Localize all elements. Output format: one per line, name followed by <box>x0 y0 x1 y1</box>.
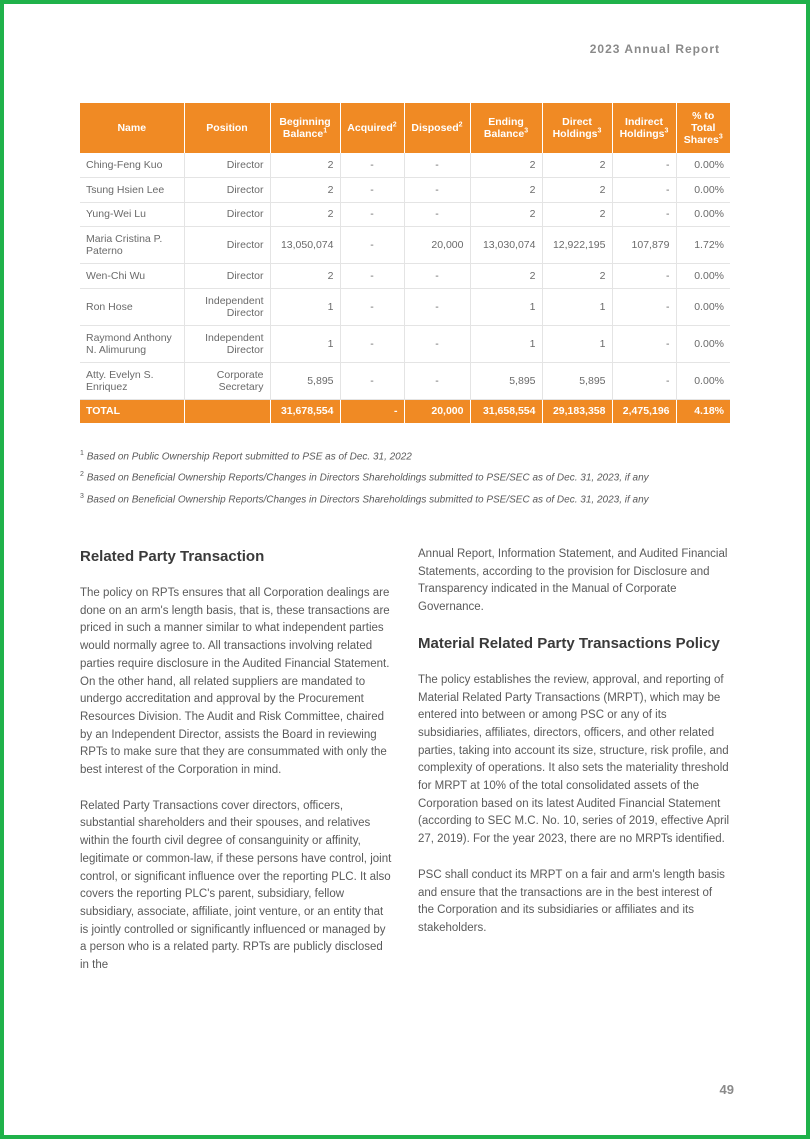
paragraph-continued: Annual Report, Information Statement, and Audited Financial Statements, according to the provision for Disclosure and Transparency indicated in the Manual of Corporate Governance. <box>418 548 728 614</box>
cell-name: Atty. Evelyn S. Enriquez <box>80 362 184 399</box>
cell-acquired: - <box>340 264 404 289</box>
header-acquired: Acquired$^2$ <box>340 103 404 153</box>
footnotes <box>80 445 740 509</box>
total-direct: 29,183,358 <box>542 399 612 423</box>
cell-position: Director <box>184 178 270 203</box>
paragraph: The policy on RPTs ensures that all Corporation dealings are done on an arm's length basis, that is, these transactions are priced in such a manner similar to what independent parties would normally agree to. All transactions involving related parties require disclosure in the Audited Financial Statement. On the other hand, all related suppliers are mandated to undergo accreditation and approval by the Procurement Resources Division. The Audit and Risk Committee, chaired by an Independent Director, assists the Board in reviewing RPTs to make sure that they are consummated with only the best interest of the Corporation in mind. <box>80 587 390 777</box>
table-row <box>80 178 730 203</box>
cell-beginning: 1 <box>270 325 340 362</box>
cell-position: Independent Director <box>184 325 270 362</box>
cell-position: Director <box>184 227 270 264</box>
cell-beginning: 2 <box>270 178 340 203</box>
header-indirect-holdings: Indirect Holdings$^3$ <box>612 103 676 153</box>
table-row <box>80 264 730 289</box>
table-header-row <box>80 103 730 153</box>
cell-acquired: - <box>340 227 404 264</box>
shareholdings-table-wrap <box>80 103 730 423</box>
cell-beginning: 5,895 <box>270 362 340 399</box>
paragraph: Related Party Transactions cover directors, officers, substantial shareholders and their spouses, and relatives within the fourth civil degree of consanguinity or affinity, legitimate or common-law, if these persons have control, joint control, or significant influence over the reporting PLC. It also covers the reporting PLC's parent, subsidiary, fellow subsidiary, associate, affiliate, joint venture, or an entity that is jointly controlled or significantly influenced or managed by a person who is a related party. RPTs are publicly disclosed in the <box>80 799 392 972</box>
total-acquired: - <box>340 399 404 423</box>
cell-pct: 0.00% <box>676 153 730 178</box>
cell-position: Corporate Secretary <box>184 362 270 399</box>
table-row <box>80 202 730 227</box>
paragraph: The policy establishes the review, approval, and reporting of Material Related Party Transactions (MRPT), which may be entered into between or among PSC or any of its subsidiaries, affiliates, directors, officers, and other related parties, taking into account its size, structure, risk profile, and complexity of operations. It also sets the materiality threshold for MRPT at 10% of the total consolidated assets of the Corporation based on its latest Audited Financial Statement (according to SEC M.C. No. 10, series of 2019, effective April 27, 2019). For the year 2023, there are no MRPTs identified. <box>418 673 730 846</box>
cell-disposed: - <box>404 178 470 203</box>
cell-ending: 5,895 <box>470 362 542 399</box>
cell-disposed: - <box>404 362 470 399</box>
cell-indirect: - <box>612 264 676 289</box>
cell-direct: 2 <box>542 202 612 227</box>
cell-ending: 2 <box>470 178 542 203</box>
total-indirect: 2,475,196 <box>612 399 676 423</box>
cell-name: Yung-Wei Lu <box>80 202 184 227</box>
cell-indirect: - <box>612 153 676 178</box>
cell-name: Wen-Chi Wu <box>80 264 184 289</box>
table-row <box>80 153 730 178</box>
cell-indirect: - <box>612 325 676 362</box>
cell-position: Director <box>184 202 270 227</box>
cell-pct: 0.00% <box>676 325 730 362</box>
cell-indirect: - <box>612 202 676 227</box>
footnote: $^3$ Based on Beneficial Ownership Reports/Changes in Directors Shareholdings submitted to PSE/SEC as of Dec. 31, 2023, if any <box>80 492 649 505</box>
cell-direct: 1 <box>542 325 612 362</box>
header-disposed: Disposed$^2$ <box>404 103 470 153</box>
cell-name: Ching-Feng Kuo <box>80 153 184 178</box>
right-column <box>418 546 730 956</box>
cell-beginning: 2 <box>270 153 340 178</box>
cell-ending: 2 <box>470 202 542 227</box>
cell-beginning: 2 <box>270 264 340 289</box>
total-disposed: 20,000 <box>404 399 470 423</box>
cell-ending: 1 <box>470 325 542 362</box>
table-row <box>80 288 730 325</box>
report-title: 2023 Annual Report <box>589 42 720 56</box>
total-beginning: 31,678,554 <box>270 399 340 423</box>
footnote: $^2$ Based on Beneficial Ownership Reports/Changes in Directors Shareholdings submitted to PSE/SEC as of Dec. 31, 2023, if any <box>80 471 649 484</box>
left-column <box>80 548 392 993</box>
header-ending-balance: Ending Balance$^3$ <box>470 103 542 153</box>
cell-beginning: 13,050,074 <box>270 227 340 264</box>
cell-indirect: - <box>612 288 676 325</box>
cell-disposed: 20,000 <box>404 227 470 264</box>
cell-disposed: - <box>404 153 470 178</box>
cell-acquired: - <box>340 178 404 203</box>
cell-acquired: - <box>340 288 404 325</box>
paragraph: PSC shall conduct its MRPT on a fair and arm's length basis and ensure that the transactions are in the best interest of the Corporation and its subsidiaries or affiliates and its stakeholders. <box>418 868 725 934</box>
cell-name: Ron Hose <box>80 288 184 325</box>
total-ending: 31,658,554 <box>470 399 542 423</box>
cell-indirect: 107,879 <box>612 227 676 264</box>
header-direct-holdings: Direct Holdings$^3$ <box>542 103 612 153</box>
section-heading-mrpt-policy: Material Related Party Transactions Policy <box>418 634 720 652</box>
cell-pct: 0.00% <box>676 362 730 399</box>
table-total-row <box>80 399 730 423</box>
cell-position: Director <box>184 264 270 289</box>
cell-direct: 2 <box>542 153 612 178</box>
total-position <box>184 399 270 423</box>
header-position: Position <box>184 103 270 153</box>
cell-direct: 12,922,195 <box>542 227 612 264</box>
cell-pct: 1.72% <box>676 227 730 264</box>
table-row <box>80 227 730 264</box>
cell-beginning: 1 <box>270 288 340 325</box>
total-pct: 4.18% <box>676 399 730 423</box>
footnote: $^1$ Based on Public Ownership Report submitted to PSE as of Dec. 31, 2022 <box>80 450 412 463</box>
cell-direct: 2 <box>542 178 612 203</box>
cell-indirect: - <box>612 178 676 203</box>
table-row <box>80 325 730 362</box>
cell-name: Raymond Anthony N. Alimurung <box>80 325 184 362</box>
cell-indirect: - <box>612 362 676 399</box>
cell-acquired: - <box>340 362 404 399</box>
shareholdings-table <box>80 103 730 423</box>
cell-pct: 0.00% <box>676 264 730 289</box>
cell-disposed: - <box>404 325 470 362</box>
header-beginning-balance: Beginning Balance$^1$ <box>270 103 340 153</box>
cell-name: Maria Cristina P. Paterno <box>80 227 184 264</box>
cell-disposed: - <box>404 288 470 325</box>
cell-pct: 0.00% <box>676 178 730 203</box>
table-row <box>80 362 730 399</box>
cell-direct: 5,895 <box>542 362 612 399</box>
total-label: TOTAL <box>80 399 184 423</box>
cell-beginning: 2 <box>270 202 340 227</box>
cell-pct: 0.00% <box>676 202 730 227</box>
section-heading-related-party: Related Party Transaction <box>80 548 265 565</box>
cell-position: Director <box>184 153 270 178</box>
cell-name: Tsung Hsien Lee <box>80 178 184 203</box>
cell-pct: 0.00% <box>676 288 730 325</box>
cell-ending: 1 <box>470 288 542 325</box>
cell-ending: 2 <box>470 264 542 289</box>
cell-acquired: - <box>340 202 404 227</box>
cell-acquired: - <box>340 153 404 178</box>
cell-position: Independent Director <box>184 288 270 325</box>
page-number: 49 <box>719 1082 734 1097</box>
cell-ending: 2 <box>470 153 542 178</box>
cell-direct: 1 <box>542 288 612 325</box>
cell-acquired: - <box>340 325 404 362</box>
cell-ending: 13,030,074 <box>470 227 542 264</box>
header-pct-total-shares: % to Total Shares$^3$ <box>676 103 730 153</box>
cell-disposed: - <box>404 202 470 227</box>
cell-disposed: - <box>404 264 470 289</box>
cell-direct: 2 <box>542 264 612 289</box>
header-name: Name <box>80 103 184 153</box>
